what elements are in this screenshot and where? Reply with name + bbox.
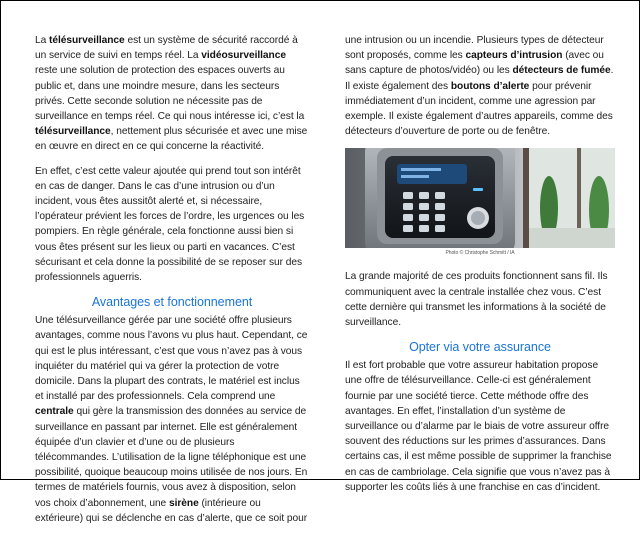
detectors-paragraph: [345, 33, 615, 139]
bold-term: boutons d’alerte: [450, 80, 530, 92]
alarm-keypad-illustration: [345, 148, 615, 248]
text-run: (intérieure ou extérieure) qui se déclenche en cas d’alerte, que ce soit pour: [35, 497, 308, 524]
text-run: est un système de sécurité raccordé à un service de suivi en temps réel. La: [35, 35, 298, 62]
text-run: Une télésurveillance gérée par une société offre plusieurs avantages, comme nous l’avons vu plus haut. Cependant, ce qui est le plus intéressant, c’est que vous n’avez pas à vous inquiéter du matériel qui va gérer la protection de votre domicile. Dans la plupart des contrats, le matériel est inclus et installé par des professionnels. Cela comprend une: [35, 315, 308, 403]
text-run: pour prévenir immédiatement d’un incident, comme une agression par exemple. Il existe également d’autres appareils, comme des détecteurs d’ouverture de porte ou de fenêtre.: [345, 80, 613, 138]
text-run: La: [35, 35, 50, 46]
bold-term: centrale: [35, 406, 74, 418]
bold-term: vidéosurveillance: [201, 50, 286, 62]
text-run: reste une solution de protection des espaces ouverts au public et, dans une moindre mesure, dans les secteurs privés. Cette seconde solution ne nécessite pas de surveillance en temps réel. Ce qui nous intéresse ici, c’est la: [35, 65, 305, 123]
text-run: (avec ou sans capture de photos/vidéo) ou les: [345, 50, 604, 77]
text-run: En effet, c’est cette valeur ajoutée qui prend tout son intérêt en cas de danger. Dans le cas d’une intrusion ou d’un incident, vous êtes aussitôt alerté et, si nécessaire, l’opérateur prévient les forces de l’ordre, les urgences ou les pompiers. En règle générale, cela fonctionne aussi bien si vous êtes présent sur les lieux ou parti en vacances. C’est sécurisant et cela donne la possibilité de se reposer sur des professionnels aguerris.: [35, 165, 305, 284]
section-heading-advantages: Avantages et fonctionnement: [91, 295, 253, 310]
bold-term: sirène: [168, 497, 199, 509]
benefit-paragraph: [35, 164, 309, 286]
section-heading-insurance: Opter via votre assurance: [409, 340, 551, 355]
text-run: Il est fort probable que votre assureur habitation propose une offre de télésurveillance. Celle-ci est généralement fournie par une société tierce. Cette méthode offre des avantages. En effet, l’installation d’un système de surveillance ou d’alarme par le biais de votre assureur offre souvent des réductions sur les primes d’assurances. Dans certains cas, il est même possible de supprimer la franchise en cas de cambriolage. Cela signifie que vous n’avez pas à supporter les coûts liés à une franchise en cas d’incident.: [345, 360, 612, 493]
bold-term: télésurveillance: [35, 126, 111, 138]
right-column: [345, 33, 615, 504]
text-run: , nettement plus sécurisée et avec une mise en œuvre en direct en ce qui concerne la réactivité.: [35, 126, 308, 153]
alarm-keypad-photo: [345, 148, 615, 248]
text-run: une intrusion ou un incendie. Plusieurs types de détecteur sont proposés, comme les: [345, 35, 604, 62]
wireless-paragraph: [345, 269, 615, 330]
photo-credit: Photo © Christophe Schmitt / IA: [445, 250, 515, 257]
intro-paragraph: [35, 33, 309, 155]
text-run: La grande majorité de ces produits fonctionnent sans fil. Ils communiquent avec la centrale installée chez vous. C’est cette dernière qui transmet les informations à la société de surveillance.: [345, 271, 608, 329]
bold-term: détecteurs de fumée: [512, 65, 611, 77]
advantages-paragraph: [35, 313, 309, 526]
bold-term: capteurs d’intrusion: [465, 50, 563, 62]
bold-term: télésurveillance: [49, 35, 125, 46]
insurance-paragraph: [345, 358, 615, 495]
left-column: [35, 33, 309, 535]
text-run: . Il existe également des: [345, 65, 614, 92]
text-run: qui gère la transmission des données au service de surveillance en passant par internet. Elle est généralement équipée d’un clavier et d’une ou de plusieurs télécommandes. L’utilisation de la ligne téléphonique est une possibilité, quoique beaucoup moins utilisée de nos jours. En termes de matériels fournis, vous avez à disposition, selon vos choix d’abonnement, une: [35, 406, 308, 509]
